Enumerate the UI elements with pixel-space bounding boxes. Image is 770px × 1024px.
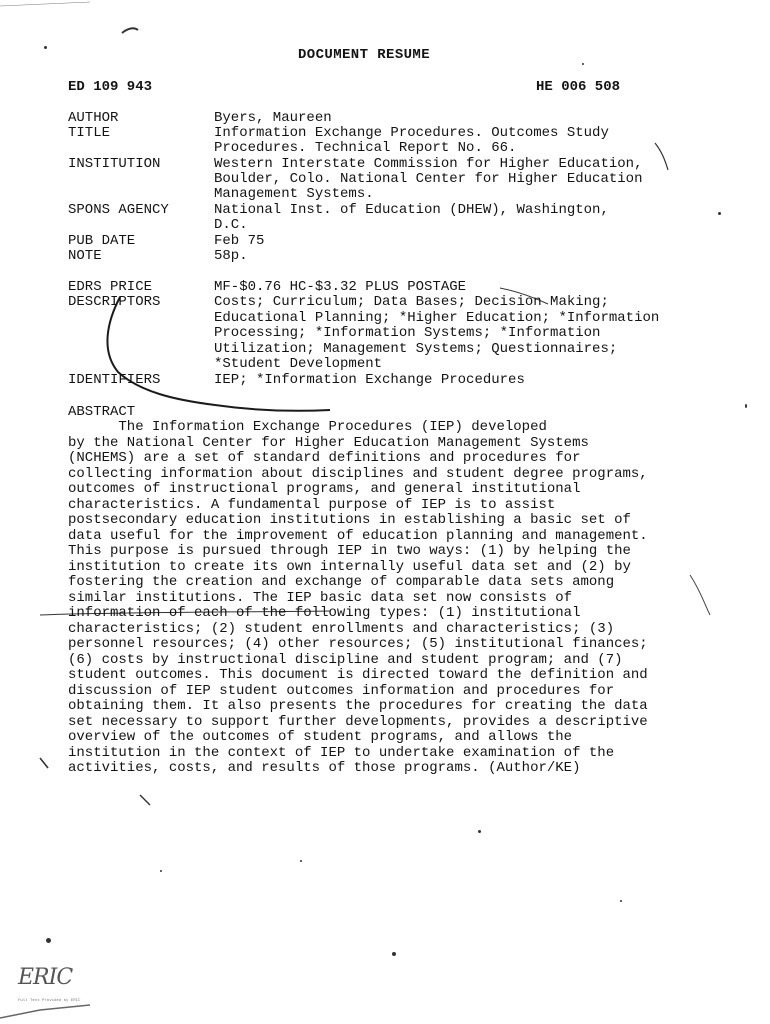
abstract-line: characteristics; (2) student enrollments and characteristics; (3) xyxy=(68,620,615,637)
field-value-edrs-price: MF-$0.76 HC-$3.32 PLUS POSTAGE xyxy=(214,279,467,295)
abstract-line: personnel resources; (4) other resources; (5) institutional finances; xyxy=(68,636,648,652)
abstract-heading: ABSTRACT xyxy=(68,404,136,420)
abstract-line: characteristics. A fundamental purpose of IEP is to assist xyxy=(68,496,556,513)
abstract-line: student outcomes. This document is directed toward the definition and xyxy=(68,667,648,683)
abstract-line: (6) costs by instructional discipline and student program; and (7) xyxy=(68,651,623,668)
field-value-title: Procedures. Technical Report No. 66. xyxy=(214,140,517,156)
field-value-descriptors: Processing; *Information Systems; *Information xyxy=(214,325,601,341)
scan-speck xyxy=(718,212,721,215)
scan-speck xyxy=(478,830,481,833)
abstract-line: This purpose is pursued through IEP in two ways: (1) by helping the xyxy=(68,543,631,559)
abstract-line: outcomes of instructional programs, and general institutional xyxy=(68,481,581,497)
abstract-line: similar institutions. The IEP basic data set now consists of xyxy=(68,589,573,606)
field-label-identifiers: IDENTIFIERS xyxy=(68,372,161,388)
field-label-note: NOTE xyxy=(68,248,102,264)
abstract-line: obtaining them. It also presents the procedures for creating the data xyxy=(68,698,648,714)
field-label-spons-agency: SPONS AGENCY xyxy=(68,202,169,218)
scan-speck xyxy=(44,46,47,49)
field-value-descriptors: Utilization; Management Systems; Questionnaires; xyxy=(214,341,618,357)
field-label-pub-date: PUB DATE xyxy=(68,233,136,249)
field-value-identifiers: IEP; *Information Exchange Procedures xyxy=(214,372,525,388)
field-value-institution: Management Systems. xyxy=(214,186,374,202)
scan-speck xyxy=(300,860,302,862)
scan-speck xyxy=(620,900,622,902)
field-value-institution: Western Interstate Commission for Higher Education, xyxy=(214,156,643,172)
abstract-body xyxy=(68,420,708,777)
field-value-spons-agency: D.C. xyxy=(214,217,248,233)
eric-logo-subtext: Full Text Provided by ERIC xyxy=(18,999,81,1003)
scan-edge-stroke xyxy=(0,2,90,6)
field-label-institution: INSTITUTION xyxy=(68,156,161,172)
field-label-title: TITLE xyxy=(68,125,111,141)
field-label-edrs-price: EDRS PRICE xyxy=(68,279,153,295)
pen-mark-stroke xyxy=(140,795,150,805)
field-value-title: Information Exchange Procedures. Outcomes Study xyxy=(214,125,609,141)
pen-mark-stroke xyxy=(40,758,48,768)
abstract-line: discussion of IEP student outcomes information and procedures for xyxy=(68,682,615,699)
pen-mark-stroke xyxy=(655,143,668,170)
field-value-author: Byers, Maureen xyxy=(214,110,332,126)
scan-speck xyxy=(582,63,584,65)
pen-mark-stroke xyxy=(122,28,138,33)
field-value-pub-date: Feb 75 xyxy=(214,233,265,249)
he-clearinghouse-number: HE 006 508 xyxy=(536,79,621,95)
abstract-line: set necessary to support further developments, provides a descriptive xyxy=(68,713,648,730)
abstract-line: institution to create its own internally useful data set and (2) by xyxy=(68,558,631,575)
field-value-descriptors: Educational Planning; *Higher Education; *Information xyxy=(214,310,660,326)
field-value-descriptors: Costs; Curriculum; Data Bases; Decision Making; xyxy=(214,294,609,310)
ed-accession-number: ED 109 943 xyxy=(68,79,153,95)
field-label-author: AUTHOR xyxy=(68,110,119,126)
abstract-line: by the National Center for Higher Education Management Systems xyxy=(68,434,589,451)
abstract-line: collecting information about disciplines and student degree programs, xyxy=(68,465,648,482)
field-value-spons-agency: National Inst. of Education (DHEW), Washington, xyxy=(214,202,609,218)
abstract-line: information of each of the following types: (1) institutional xyxy=(68,605,581,621)
scan-speck xyxy=(160,870,162,872)
abstract-line: institution in the context of IEP to undertake examination of the xyxy=(68,744,615,761)
field-value-note: 58p. xyxy=(214,248,248,264)
abstract-line: (NCHEMS) are a set of standard definitions and procedures for xyxy=(68,450,581,466)
abstract-line: overview of the outcomes of student programs, and allows the xyxy=(68,729,573,745)
abstract-line: fostering the creation and exchange of comparable data sets among xyxy=(68,574,615,590)
scan-speck xyxy=(46,938,51,943)
eric-logo: ERIC xyxy=(18,965,73,990)
abstract-line: The Information Exchange Procedures (IEP) developed xyxy=(68,419,547,435)
scan-speck xyxy=(745,404,747,408)
document-title: DOCUMENT RESUME xyxy=(298,47,431,63)
field-value-descriptors: *Student Development xyxy=(214,356,383,372)
field-label-descriptors: DESCRIPTORS xyxy=(68,294,161,310)
scan-speck xyxy=(392,952,396,956)
abstract-line: postsecondary education institutions in establishing a basic set of xyxy=(68,512,631,528)
abstract-line: activities, costs, and results of those programs. (Author/KE) xyxy=(68,760,581,776)
abstract-line: data useful for the improvement of education planning and management. xyxy=(68,527,648,544)
field-value-institution: Boulder, Colo. National Center for Higher Education xyxy=(214,171,643,187)
